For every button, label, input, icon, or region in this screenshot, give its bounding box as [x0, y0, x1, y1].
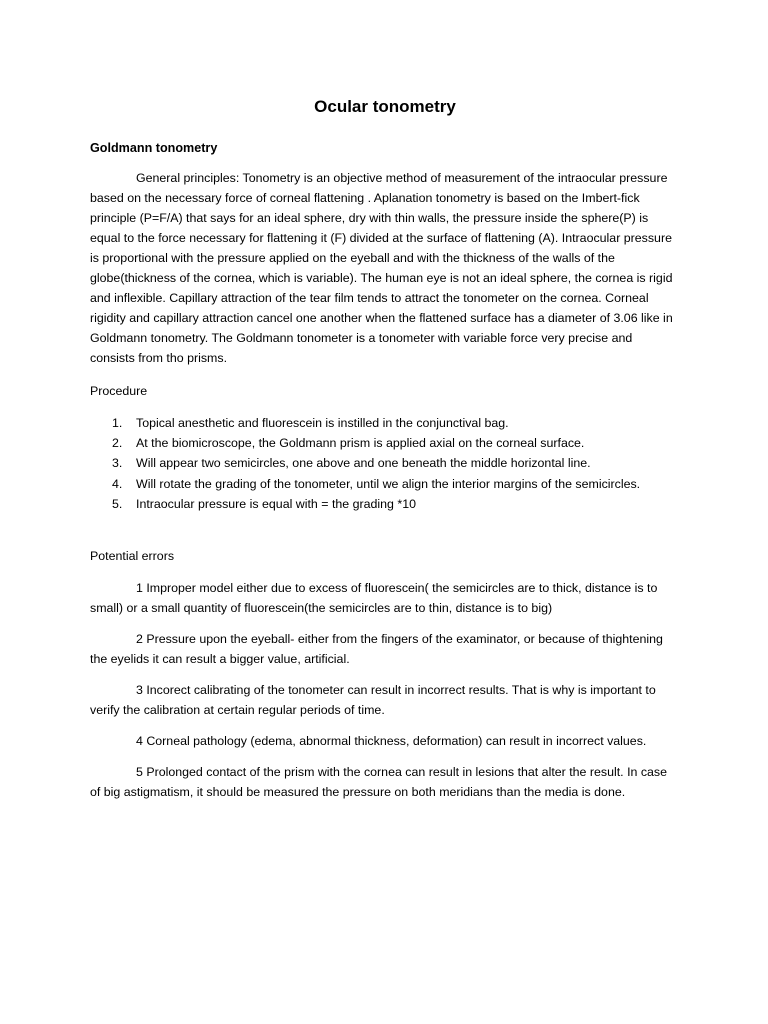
error-item: 2 Pressure upon the eyeball- either from the fingers of the examinator, or because of thightening the eyelids it can result a bigger value, artificial. — [90, 632, 663, 667]
step-text: Topical anesthetic and fluorescein is instilled in the conjunctival bag. — [136, 416, 509, 430]
step-number: 2. — [112, 436, 123, 451]
step-number: 1. — [112, 416, 123, 430]
error-item: 3 Incorect calibrating of the tonometer can result in incorrect results. That is why is important to verify the calibration at certain regular periods of time. — [90, 683, 656, 718]
potential-errors-label: Potential errors — [90, 549, 175, 564]
document-title: Ocular tonometry — [314, 97, 456, 116]
error-item: 4 Corneal pathology (edema, abnormal thickness, deformation) can result in incorrect values. — [136, 734, 647, 749]
procedure-step — [90, 494, 680, 514]
error-item: 5 Prolonged contact of the prism with the cornea can result in lesions that alter the result. In case of big astigmatism, it should be measured the pressure on both meridians than the media is done. — [90, 765, 668, 800]
intro-paragraph: General principles: Tonometry is an objective method of measurement of the intraocular pressure based on the necessary force of corneal flattening . Aplanation tonometry is based on the Imbert-fick principle (P=F/A) that says for an ideal sphere, dry with thin walls, the pressure inside the sphere(P) is equal to the force necessary for flattening it (F) divided at the surface of flattening (A). Intraocular pressure is proportional with the pressure applied on the eyeball and with the thickness of the walls of the globe(thickness of the cornea, which is variable). The human eye is not an ideal sphere, the cornea is rigid and inflexible. Capillary attraction of the tear film tends to attract the tonometer on the cornea. Corneal rigidity and capillary attraction cancel one another when the flattened surface has a diameter of 3.06 like in Goldmann tonometry. The Goldmann tonometer is a tonometer with variable force very precise and consists from tho prisms. — [90, 171, 673, 365]
step-text: Will rotate the grading of the tonometer, until we align the interior margins of the semicircles. — [136, 476, 641, 491]
procedure-label: Procedure — [90, 384, 148, 398]
procedure-step — [90, 453, 680, 473]
procedure-step — [90, 433, 680, 453]
step-number: 3. — [112, 456, 123, 471]
step-text: Will appear two semicircles, one above and one beneath the middle horizontal line. — [136, 456, 591, 471]
procedure-step — [90, 474, 680, 494]
error-item: 1 Improper model either due to excess of fluorescein( the semicircles are to thick, distance is to small) or a small quantity of fluorescein(the semicircles are to thin, distance is to big) — [90, 581, 658, 616]
procedure-step — [90, 413, 680, 433]
procedure-list — [90, 413, 680, 514]
section-heading: Goldmann tonometry — [90, 141, 218, 155]
step-number: 4. — [112, 476, 123, 491]
document-body — [90, 94, 680, 813]
step-number: 5. — [112, 496, 123, 511]
step-text: Intraocular pressure is equal with = the grading *10 — [136, 496, 416, 511]
step-text: At the biomicroscope, the Goldmann prism is applied axial on the corneal surface. — [136, 436, 585, 451]
